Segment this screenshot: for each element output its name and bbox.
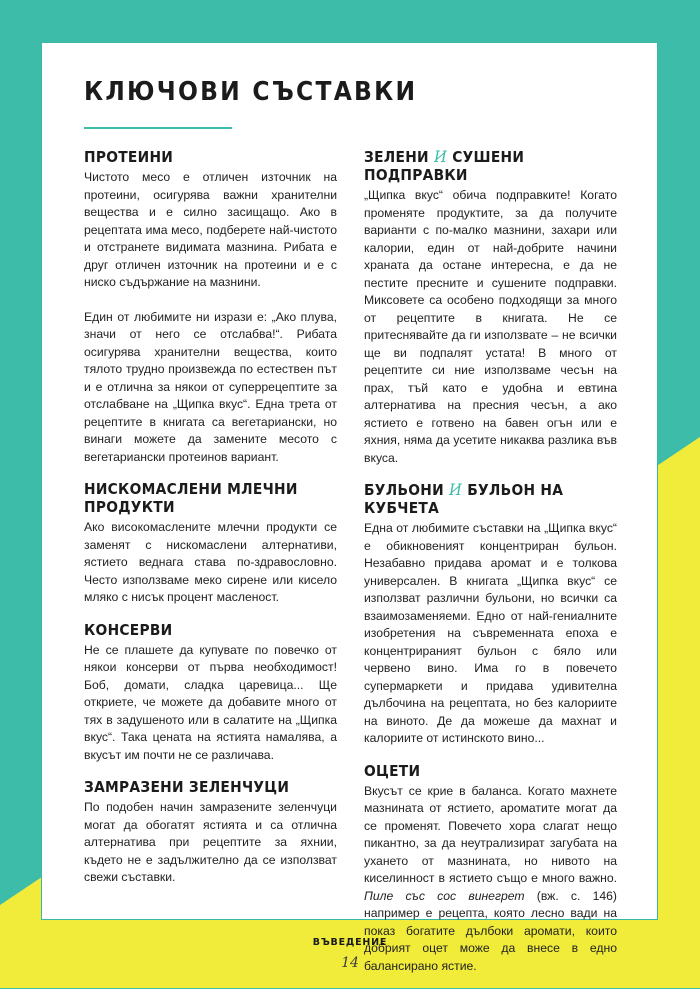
broth-paragraph: Една от любимите съставки на „Щипка вкус“ е обикновеният концентриран бульон. Незабавно придава аромат и е толкова универсален. В книгата „Щипка вкус“ се използват различни бульони, но всички са взаимозаменяеми. Едно от най-гениалните изобретения на съвременната епоха е концентрираният бульон с бяло или червено вино. Има го в повечето супермаркети и придава удивителна дълбочина на рецептата, но без калориите на виното. Де да можеше да махнат и калориите от истинското вино...: [364, 521, 617, 745]
left-column: [84, 148, 337, 901]
heading-herbs-part-a: ЗЕЛЕНИ: [364, 148, 429, 166]
heading-herbs-part-b: СУШЕНИ ПОДПРАВКИ: [364, 148, 525, 184]
section-canned: [84, 621, 337, 765]
heading-broth-part-a: БУЛЬОНИ: [364, 481, 444, 499]
heading-dairy: НИСКОМАСЛЕНИ МЛЕЧНИ ПРОДУКТИ: [84, 480, 298, 516]
heading-proteins: ПРОТЕИНИ: [84, 148, 174, 166]
herbs-paragraph: „Щипка вкус“ обича подправките! Когато променяте продуктите, за да получите варианти с по-малко мазнини, захари или калории, един от най-добрите начини храната да остане интересна, е да не пестите пресните и сушените подправки. Миксовете са особено подходящи за много от рецептите в книгата. Не се притеснявайте да ги използвате – не всички ще ви подпалят устата! В много от рецептите си ние използваме чесън на прах, тъй като е удобна и евтина алтернатива на пресния чесън, а ако ястието е готвено на бавен огън или е яхния, няма да усетите никаква разлика във вкуса.: [364, 188, 617, 465]
page-number: 14: [341, 955, 359, 971]
section-proteins: [84, 148, 337, 466]
vinegar-text-b: (вж. с. 146) например е рецепта, която лесно вади на показ богатите дълбоки аромати, които добрият оцет може да внесе в едно балансирано ястие.: [364, 888, 617, 973]
vinegar-text-a: Вкусът се крие в баланса. Когато махнете мазнината от ястието, ароматите могат да се променят. Повечето хора слагат нещо пикантно, за да неутрализират загубата на ухането от мазнината, но нивото на киселинност в ястието също е много важно.: [364, 783, 617, 885]
heading-frozen: ЗАМРАЗЕНИ ЗЕЛЕНЧУЦИ: [84, 778, 290, 796]
right-column: [364, 148, 617, 989]
footer-chapter-label: ВЪВЕДЕНИЕ: [312, 937, 388, 948]
section-herbs: [364, 148, 617, 467]
proteins-paragraph-2: Един от любимите ни изрази е: „Ако плува, значи от него се отслабва!“. Рибата осигурява хранителни вещества, които тялото трудно произвежда по естествен път и е отлична за някои от суперрецептите за отслабване на „Щипка вкус“. Една трета от рецептите в книгата са вегетариански, но винаги можете да замените месото с вегетариански протеинов вариант.: [84, 309, 337, 464]
heading-vinegar: ОЦЕТИ: [364, 761, 421, 780]
vinegar-recipe-name: Пиле със сос винегрет: [364, 888, 525, 903]
section-broth: [364, 481, 617, 748]
dairy-paragraph: Ако високомаслените млечни продукти се заменят с нискомаслени алтернативи, ястието веднага става по-здравословно. Често използваме меко сирене или кисело мляко с нисък процент масленост.: [84, 520, 337, 604]
heading-canned: КОНСЕРВИ: [84, 620, 173, 639]
heading-herbs: [364, 148, 597, 184]
frozen-paragraph: По подобен начин замразените зеленчуци могат да обогатят ястията и са отлична алтернатива при рецептите за яхнии, където не е задължително да се използват свежи съставки.: [84, 800, 337, 884]
section-frozen: [84, 778, 337, 887]
heading-broth: [364, 481, 597, 517]
proteins-paragraph-1: Чистото месо е отличен източник на протеини, осигурява важни хранителни вещества и е силно засищащо. Ако в рецептата има месо, подберете най-чистото и отстранете видимата мазнина. Рибата е друг отличен източник на протеини и е с ниско съдържание на мазнини.: [84, 170, 337, 289]
page-title: КЛЮЧОВИ СЪСТАВКИ: [84, 77, 418, 107]
heading-broth-part-b: БУЛЬОН НА КУБЧЕТА: [364, 481, 564, 517]
heading-broth-ampersand: И: [448, 480, 463, 499]
canned-paragraph: Не се плашете да купувате по повечко от някои консерви от първа необходимост! Боб, домати, сладка царевица... Ще откриете, че можете да добавите много от тях в задушеното или в салатите на „Щипка вкус“. Така цената на ястията намалява, а вкусът им почти не се различава.: [84, 642, 337, 762]
title-underline: [84, 127, 232, 129]
section-dairy: [84, 480, 337, 607]
heading-herbs-ampersand: И: [433, 147, 448, 166]
